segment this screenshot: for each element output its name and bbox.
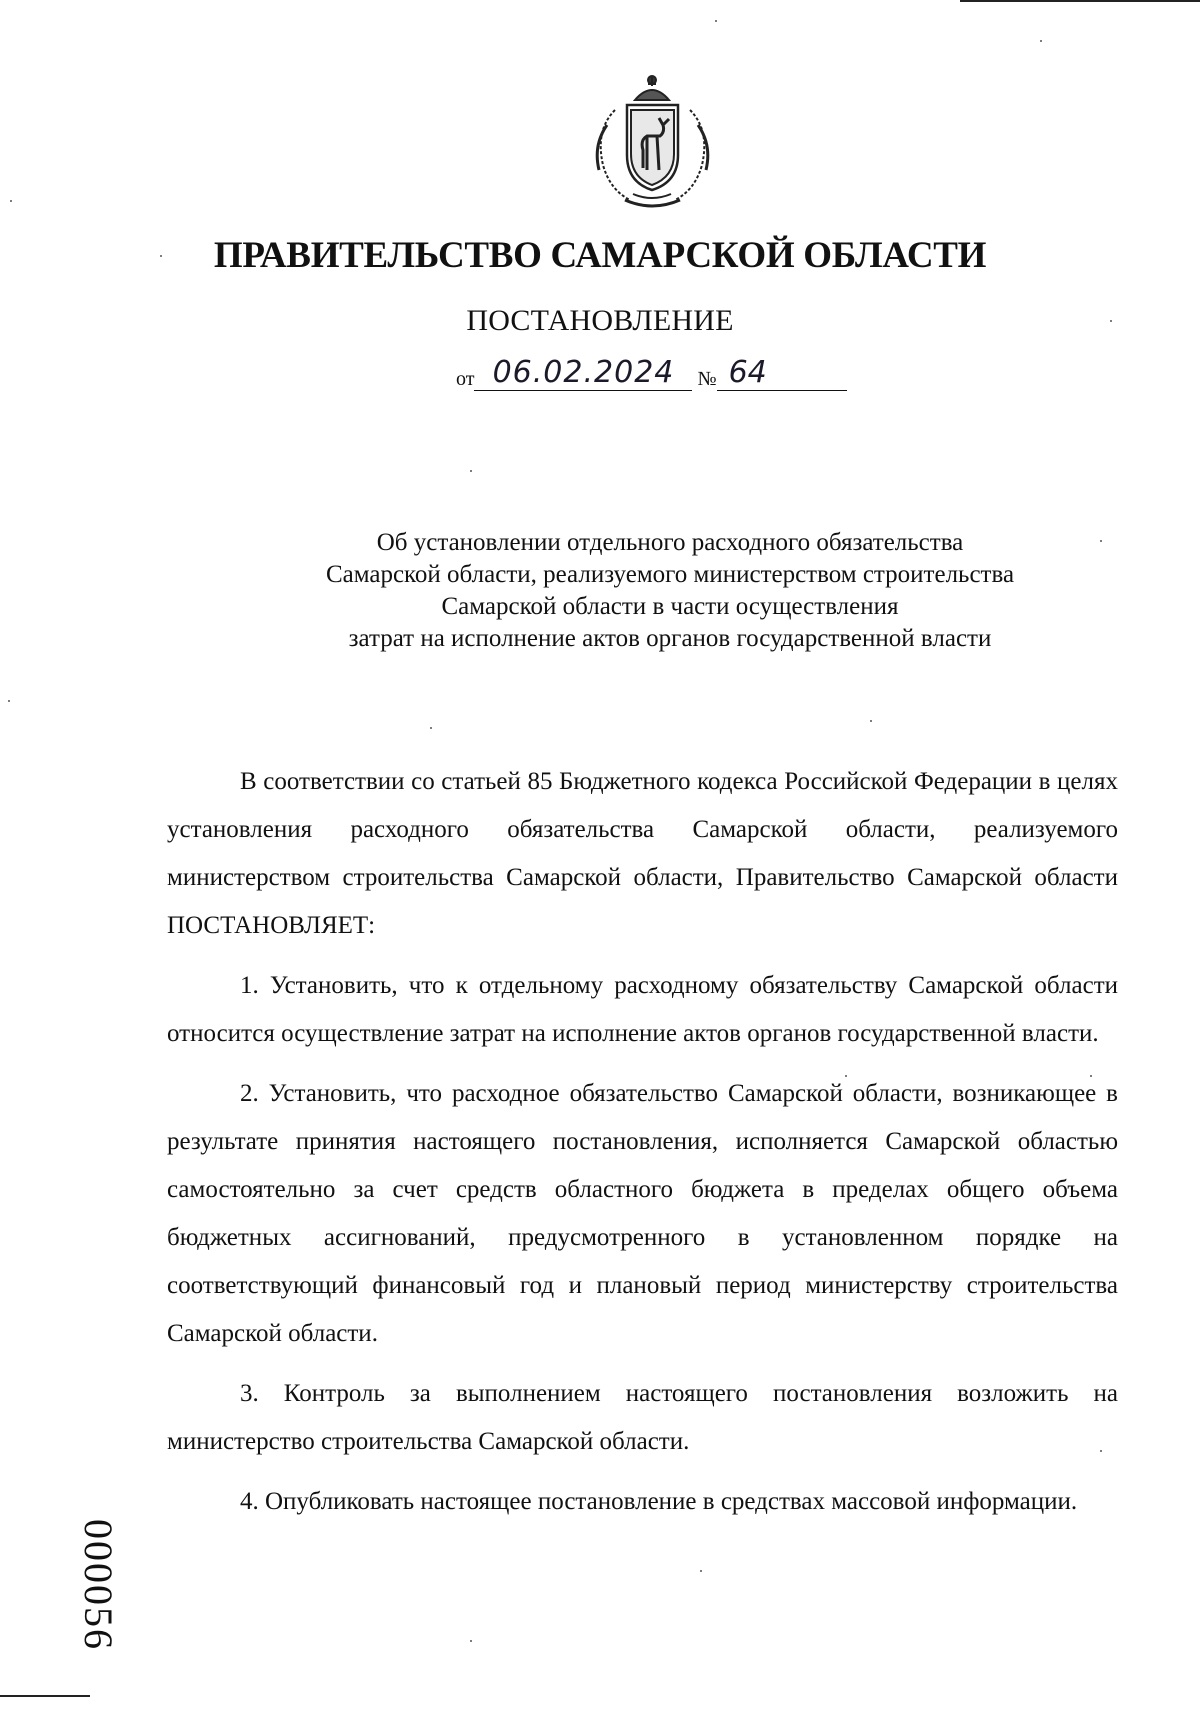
date-number-line [456, 356, 847, 396]
scan-speck [1040, 40, 1042, 42]
number-prefix: № [697, 368, 717, 390]
date-prefix: от [456, 368, 475, 390]
document-date: 06.02.2024 [474, 356, 692, 391]
scan-speck [700, 1570, 702, 1572]
body-paragraph-3: 3. Контроль за выполнением настоящего постановления возложить на министерство строительства Самарской области. [167, 1380, 1118, 1455]
document-number: 64 [717, 356, 847, 391]
scan-speck [470, 470, 472, 472]
scan-speck [430, 727, 432, 729]
subject-line: Самарской области, реализуемого министерством строительства [325, 561, 1015, 588]
document-body [167, 758, 1118, 1538]
document-type: ПОСТАНОВЛЕНИЕ [466, 304, 734, 337]
scan-speck [8, 700, 10, 702]
document-subject [240, 527, 1100, 655]
samara-region-coat-of-arms-icon [585, 70, 720, 210]
body-paragraph-2: 2. Установить, что расходное обязательство Самарской области, возникающее в результате принятия настоящего постановления, исполняется Самарской областью самостоятельно за счет средств областного бюджета в пределах общего объема бюджетных ассигнований, предусмотренного в установленном порядке на соответствующий финансовый год и плановый период министерству строительства Самарской области. [167, 1080, 1118, 1347]
scan-speck [10, 200, 12, 202]
scan-speck [1100, 540, 1102, 542]
subject-line: Об установлении отдельного расходного обязательства [376, 529, 964, 556]
government-title: ПРАВИТЕЛЬСТВО САМАРСКОЙ ОБЛАСТИ [213, 235, 987, 276]
scan-speck [470, 1640, 472, 1642]
body-paragraph-preamble: В соответствии со статьей 85 Бюджетного кодекса Российской Федерации в целях установления расходного обязательства Самарской области, реализуемого министерством строительства Самарской области, Правительство Самарской области ПОСТАНОВЛЯЕТ: [167, 768, 1118, 939]
body-paragraph-1: 1. Установить, что к отдельному расходному обязательству Самарской области относится осуществление затрат на исполнение актов органов государственной власти. [167, 972, 1118, 1047]
scan-speck [870, 720, 872, 722]
scan-edge-top [960, 0, 1200, 2]
side-registration-number: 000056 [76, 1519, 121, 1651]
scan-edge-bottom [0, 1695, 90, 1697]
subject-line: Самарской области в части осуществления [441, 593, 899, 620]
subject-line: затрат на исполнение актов органов государственной власти [348, 625, 992, 652]
scan-speck [715, 20, 717, 22]
body-paragraph-4: 4. Опубликовать настоящее постановление в средствах массовой информации. [240, 1488, 1078, 1515]
